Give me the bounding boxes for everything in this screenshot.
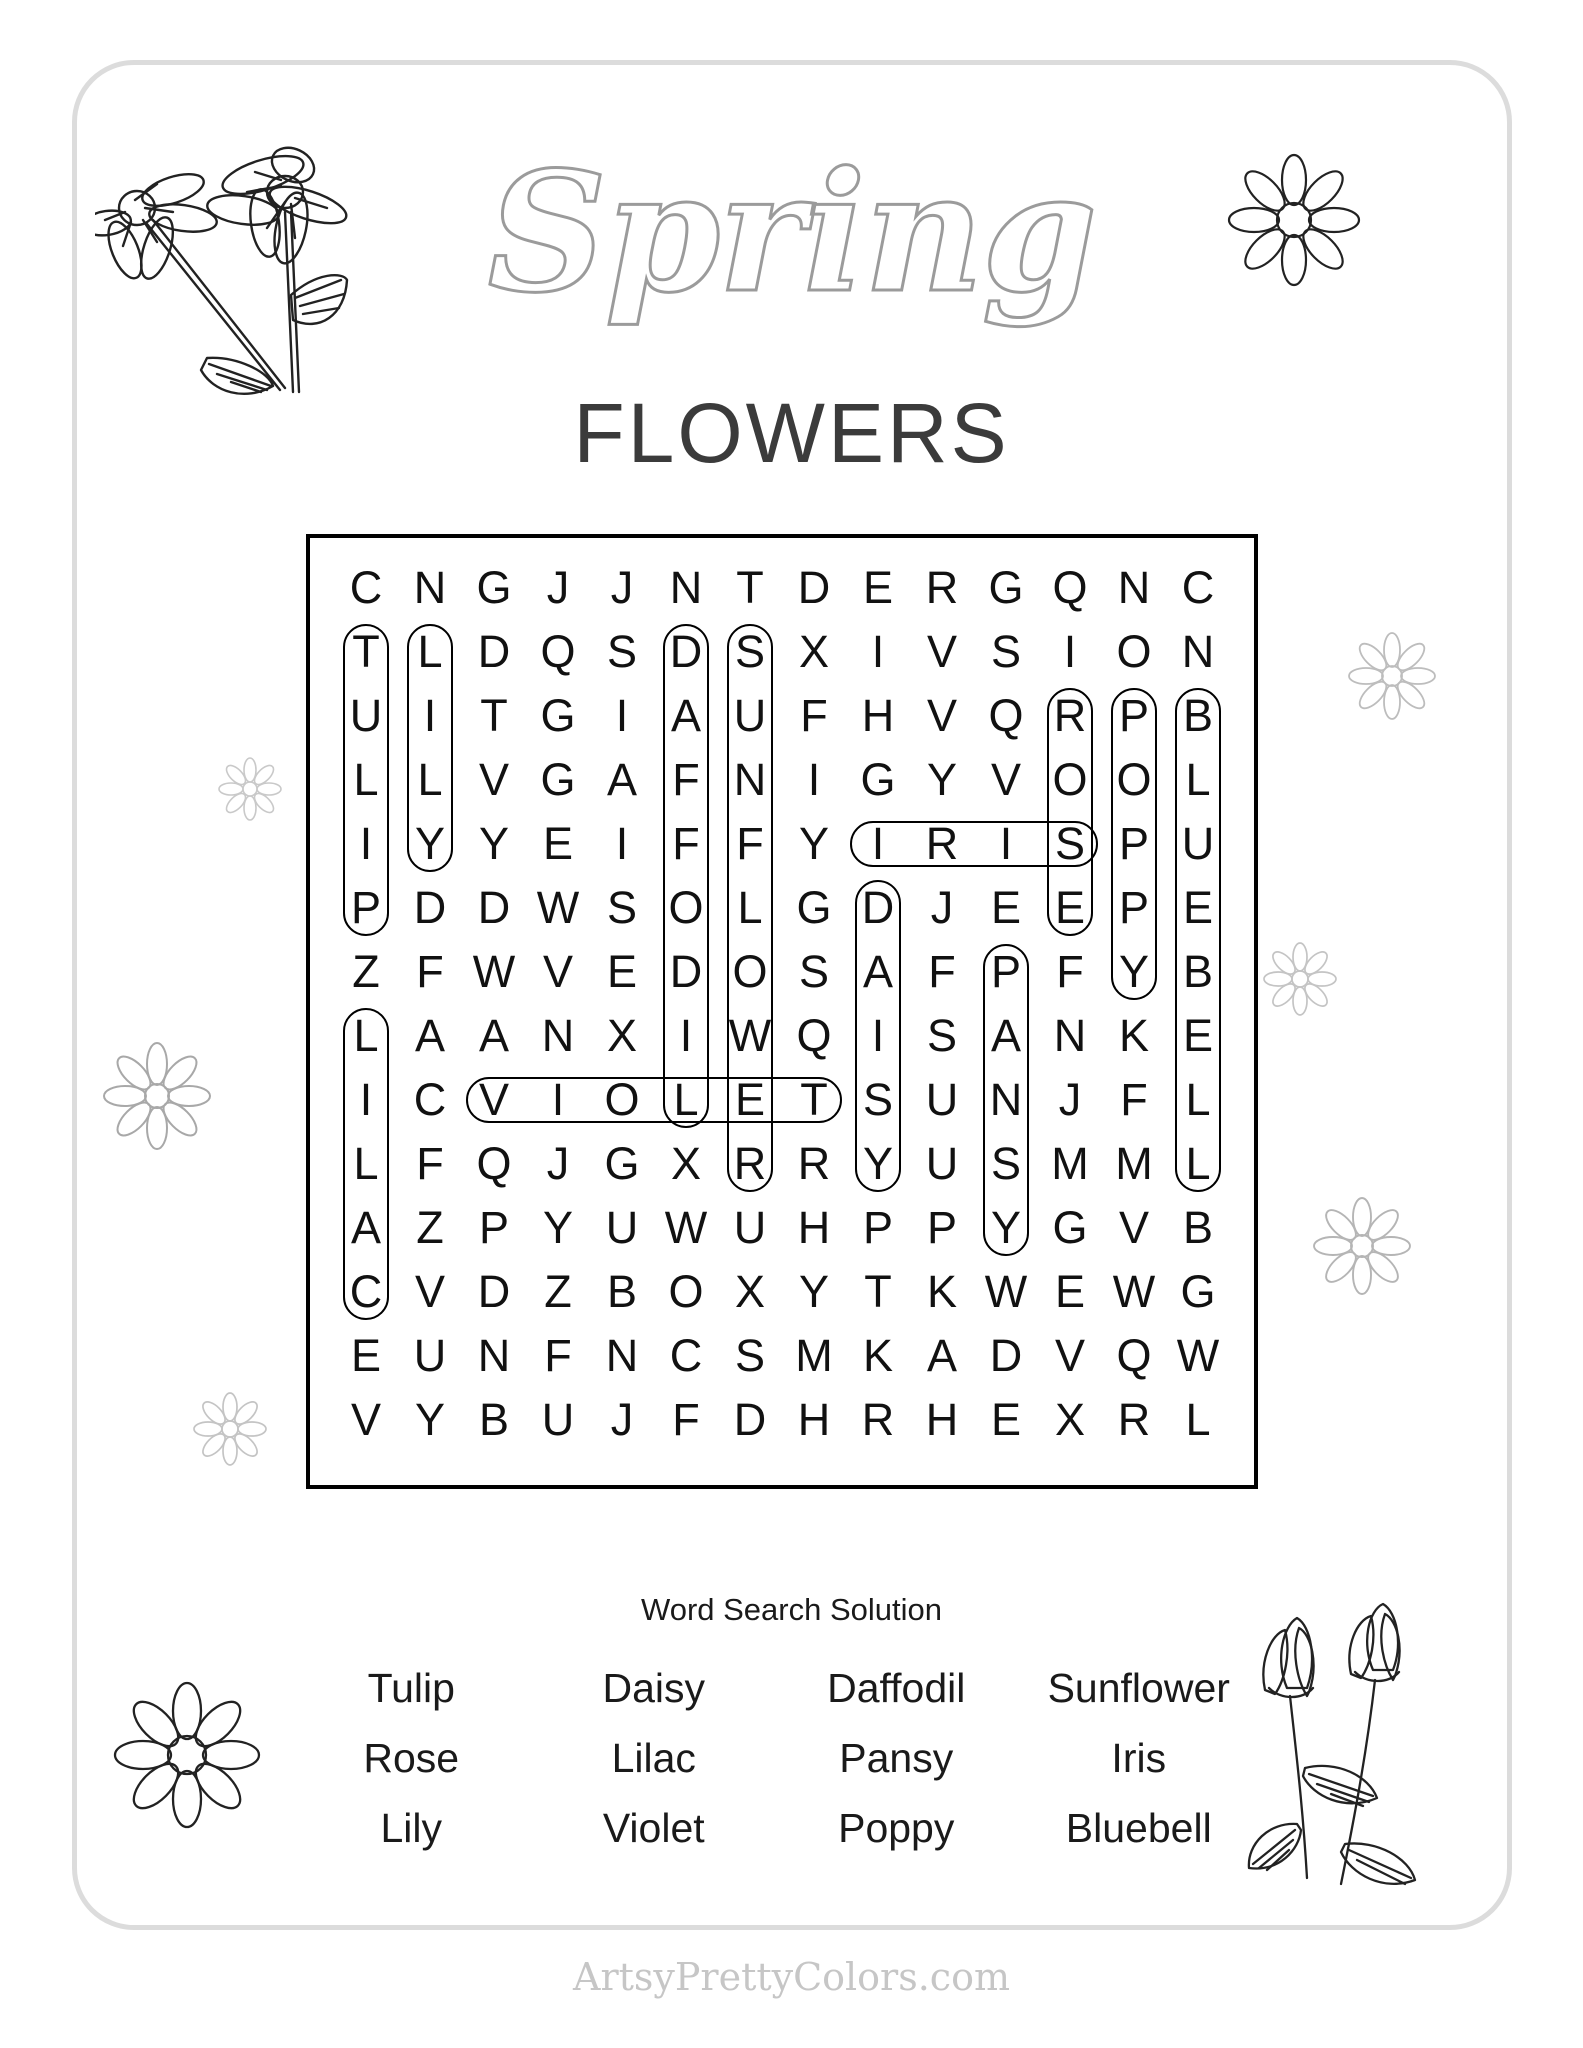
grid-cell-r5-c1: I [359, 818, 373, 869]
grid-cell-r5-c12: S [1054, 818, 1085, 869]
grid-cell-r13-c3: N [477, 1330, 511, 1381]
grid-cell-r9-c10: U [925, 1074, 959, 1125]
grid-cell-r3-c14: B [1182, 690, 1213, 741]
word-list-item-iris: Iris [1111, 1735, 1167, 1781]
word-list-item-rose: Rose [363, 1735, 460, 1781]
grid-cell-r13-c14: W [1176, 1330, 1220, 1381]
grid-cell-r6-c10: J [930, 882, 954, 933]
grid-cell-r6-c12: E [1054, 882, 1085, 933]
grid-cell-r6-c7: L [737, 882, 763, 933]
grid-cell-r5-c13: P [1118, 818, 1149, 869]
small-daisy-left-lower [190, 1390, 270, 1468]
grid-cell-r12-c2: V [414, 1266, 445, 1317]
grid-cell-r8-c3: A [478, 1010, 509, 1061]
grid-cell-r6-c2: D [413, 882, 447, 933]
grid-cell-r8-c9: I [871, 1010, 885, 1061]
grid-cell-r14-c14: L [1185, 1394, 1211, 1445]
grid-cell-r14-c7: D [733, 1394, 767, 1445]
grid-cell-r5-c10: R [925, 818, 959, 869]
grid-cell-r1-c12: Q [1052, 562, 1088, 613]
grid-cell-r11-c7: U [733, 1202, 767, 1253]
grid-cell-r9-c11: N [989, 1074, 1023, 1125]
grid-cell-r12-c1: C [349, 1266, 383, 1317]
word-search-grid [310, 538, 1254, 1485]
grid-cell-r13-c9: K [862, 1330, 893, 1381]
grid-cell-r12-c10: K [926, 1266, 957, 1317]
grid-cell-r7-c9: A [862, 946, 893, 997]
grid-cell-r7-c7: O [732, 946, 768, 997]
grid-cell-r7-c13: Y [1118, 946, 1149, 997]
grid-cell-r4-c14: L [1185, 754, 1211, 805]
grid-cell-r2-c5: S [606, 626, 637, 677]
grid-cell-r2-c8: X [798, 626, 829, 677]
grid-cell-r4-c7: N [733, 754, 767, 805]
grid-cell-r7-c14: B [1182, 946, 1213, 997]
grid-cell-r7-c11: P [990, 946, 1021, 997]
grid-cell-r13-c4: F [544, 1330, 572, 1381]
grid-cell-r14-c6: F [672, 1394, 700, 1445]
word-list-item-pansy: Pansy [839, 1735, 954, 1781]
grid-cell-r3-c10: V [926, 690, 957, 741]
grid-cell-r4-c11: V [990, 754, 1021, 805]
grid-cell-r8-c5: X [606, 1010, 637, 1061]
grid-cell-r10-c9: Y [862, 1138, 893, 1189]
grid-cell-r6-c6: O [668, 882, 704, 933]
grid-cell-r8-c11: A [990, 1010, 1021, 1061]
grid-cell-r9-c14: L [1185, 1074, 1211, 1125]
grid-cell-r8-c6: I [679, 1010, 693, 1061]
grid-cell-r8-c1: L [353, 1010, 379, 1061]
word-search-grid-frame [306, 534, 1258, 1489]
grid-cell-r9-c5: O [604, 1074, 640, 1125]
small-daisy-right-lower [1310, 1195, 1415, 1297]
grid-cell-r10-c13: M [1115, 1138, 1153, 1189]
grid-cell-r3-c8: F [800, 690, 828, 741]
word-list-item-sunflower: Sunflower [1047, 1665, 1230, 1711]
grid-cell-r3-c12: R [1053, 690, 1087, 741]
grid-cell-r11-c3: P [478, 1202, 509, 1253]
grid-cell-r6-c9: D [861, 882, 895, 933]
grid-cell-r3-c4: G [540, 690, 576, 741]
grid-cell-r10-c4: J [546, 1138, 570, 1189]
grid-cell-r14-c12: X [1054, 1394, 1085, 1445]
grid-cell-r10-c11: S [990, 1138, 1021, 1189]
grid-cell-r1-c13: N [1117, 562, 1151, 613]
grid-cell-r6-c4: W [536, 882, 580, 933]
tulip-bouquet-bottom-right [1245, 1600, 1460, 1900]
grid-cell-r6-c14: E [1182, 882, 1213, 933]
grid-cell-r7-c2: F [416, 946, 444, 997]
word-list-row [290, 1735, 1260, 1782]
grid-cell-r9-c1: I [359, 1074, 373, 1125]
grid-cell-r14-c1: V [350, 1394, 381, 1445]
grid-cell-r14-c5: J [610, 1394, 634, 1445]
grid-cell-r2-c2: L [417, 626, 443, 677]
grid-cell-r9-c6: L [673, 1074, 699, 1125]
grid-cell-r1-c11: G [988, 562, 1024, 613]
grid-cell-r11-c13: V [1118, 1202, 1149, 1253]
grid-cell-r6-c3: D [477, 882, 511, 933]
grid-cell-r1-c2: N [413, 562, 447, 613]
grid-cell-r10-c14: L [1185, 1138, 1211, 1189]
grid-cell-r5-c2: Y [414, 818, 445, 869]
grid-cell-r9-c12: J [1058, 1074, 1082, 1125]
grid-cell-r9-c7: E [734, 1074, 765, 1125]
grid-cell-r12-c14: G [1180, 1266, 1216, 1317]
grid-cell-r2-c9: I [871, 626, 885, 677]
grid-cell-r2-c12: I [1063, 626, 1077, 677]
grid-cell-r3-c6: A [670, 690, 701, 741]
word-list-item-lilac: Lilac [611, 1735, 696, 1781]
grid-cell-r5-c14: U [1181, 818, 1215, 869]
page-title-script: Spring [487, 135, 1096, 329]
word-list-item-poppy: Poppy [838, 1805, 955, 1851]
grid-cell-r11-c1: A [350, 1202, 381, 1253]
grid-cell-r7-c6: D [669, 946, 703, 997]
grid-cell-r9-c2: C [413, 1074, 447, 1125]
grid-cell-r1-c5: J [610, 562, 634, 613]
grid-cell-r4-c6: F [672, 754, 700, 805]
grid-cell-r5-c8: Y [798, 818, 829, 869]
grid-cell-r5-c5: I [615, 818, 629, 869]
grid-cell-r10-c3: Q [476, 1138, 512, 1189]
grid-cell-r3-c7: U [733, 690, 767, 741]
grid-cell-r13-c13: Q [1116, 1330, 1152, 1381]
grid-cell-r2-c13: O [1116, 626, 1152, 677]
grid-cell-r4-c4: G [540, 754, 576, 805]
grid-cell-r14-c2: Y [414, 1394, 445, 1445]
grid-cell-r8-c7: W [728, 1010, 772, 1061]
grid-cell-r14-c11: E [990, 1394, 1021, 1445]
grid-cell-r12-c7: X [734, 1266, 765, 1317]
grid-cell-r6-c5: S [606, 882, 637, 933]
daisy-bottom-left [110, 1680, 265, 1830]
grid-cell-r7-c3: W [472, 946, 516, 997]
grid-cell-r11-c14: B [1182, 1202, 1213, 1253]
grid-cell-r11-c10: P [926, 1202, 957, 1253]
grid-cell-r1-c4: J [546, 562, 570, 613]
grid-cell-r3-c1: U [349, 690, 383, 741]
grid-cell-r14-c3: B [478, 1394, 509, 1445]
grid-cell-r1-c9: E [862, 562, 893, 613]
grid-cell-r3-c13: P [1118, 690, 1149, 741]
grid-cell-r9-c4: I [551, 1074, 565, 1125]
grid-cell-r13-c11: D [989, 1330, 1023, 1381]
grid-cell-r12-c6: O [668, 1266, 704, 1317]
grid-cell-r13-c10: A [926, 1330, 957, 1381]
small-daisy-left-mid [100, 1040, 215, 1152]
grid-cell-r12-c12: E [1054, 1266, 1085, 1317]
grid-cell-r11-c2: Z [416, 1202, 444, 1253]
grid-cell-r12-c9: T [864, 1266, 892, 1317]
grid-cell-r10-c5: G [604, 1138, 640, 1189]
grid-cell-r4-c10: Y [926, 754, 957, 805]
word-list-row [290, 1665, 1260, 1712]
grid-cell-r8-c12: N [1053, 1010, 1087, 1061]
grid-cell-r13-c7: S [734, 1330, 765, 1381]
grid-cell-r10-c8: R [797, 1138, 831, 1189]
grid-cell-r4-c8: I [807, 754, 821, 805]
grid-cell-r3-c11: Q [988, 690, 1024, 741]
grid-cell-r4-c13: O [1116, 754, 1152, 805]
grid-cell-r11-c8: H [797, 1202, 831, 1253]
grid-cell-r13-c12: V [1054, 1330, 1085, 1381]
grid-cell-r1-c14: C [1181, 562, 1215, 613]
grid-cell-r11-c11: Y [990, 1202, 1021, 1253]
grid-cell-r6-c13: P [1118, 882, 1149, 933]
grid-cell-r13-c2: U [413, 1330, 447, 1381]
word-list-item-lily: Lily [380, 1805, 443, 1851]
grid-cell-r3-c3: T [480, 690, 508, 741]
grid-cell-r10-c7: R [733, 1138, 767, 1189]
grid-cell-r9-c13: F [1120, 1074, 1148, 1125]
word-list-item-violet: Violet [602, 1805, 705, 1851]
grid-cell-r8-c14: E [1182, 1010, 1213, 1061]
grid-cell-r10-c10: U [925, 1138, 959, 1189]
word-list [290, 1665, 1260, 1875]
daisy-top-right [1222, 150, 1367, 290]
grid-cell-r6-c11: E [990, 882, 1021, 933]
small-daisy-right-mid [1260, 940, 1340, 1018]
grid-cell-r8-c2: A [414, 1010, 445, 1061]
grid-cell-r3-c2: I [423, 690, 437, 741]
grid-cell-r9-c9: S [862, 1074, 893, 1125]
grid-cell-r5-c11: I [999, 818, 1013, 869]
footer-watermark: ArtsyPrettyColors.com [573, 1955, 1010, 1999]
grid-cell-r7-c10: F [928, 946, 956, 997]
grid-cell-r1-c3: G [476, 562, 512, 613]
grid-cell-r8-c8: Q [796, 1010, 832, 1061]
grid-cell-r12-c11: W [984, 1266, 1028, 1317]
page-title-sub: FLOWERS [573, 386, 1010, 480]
grid-cell-r5-c7: F [736, 818, 764, 869]
grid-cell-r2-c1: T [352, 626, 380, 677]
grid-cell-r4-c3: V [478, 754, 509, 805]
grid-cell-r3-c5: I [615, 690, 629, 741]
grid-cell-r1-c10: R [925, 562, 959, 613]
grid-cell-r12-c5: B [606, 1266, 637, 1317]
grid-cell-r14-c4: U [541, 1394, 575, 1445]
word-list-item-tulip: Tulip [367, 1665, 455, 1711]
grid-cell-r10-c12: M [1051, 1138, 1089, 1189]
grid-cell-r2-c3: D [477, 626, 511, 677]
grid-cell-r5-c3: Y [478, 818, 509, 869]
word-list-row [290, 1805, 1260, 1852]
grid-cell-r5-c9: I [871, 818, 885, 869]
grid-cell-r11-c4: Y [542, 1202, 573, 1253]
grid-cell-r13-c6: C [669, 1330, 703, 1381]
grid-cell-r1-c1: C [349, 562, 383, 613]
grid-cell-r4-c2: L [417, 754, 443, 805]
grid-cell-r11-c9: P [862, 1202, 893, 1253]
grid-cell-r2-c6: D [669, 626, 703, 677]
grid-cell-r8-c4: N [541, 1010, 575, 1061]
grid-cell-r7-c1: Z [352, 946, 380, 997]
word-list-item-bluebell: Bluebell [1065, 1805, 1212, 1851]
grid-cell-r9-c3: V [478, 1074, 509, 1125]
grid-cell-r13-c1: E [350, 1330, 381, 1381]
grid-cell-r8-c10: S [926, 1010, 957, 1061]
grid-cell-r2-c14: N [1181, 626, 1215, 677]
grid-cell-r11-c12: G [1052, 1202, 1088, 1253]
grid-cell-r10-c6: X [670, 1138, 701, 1189]
grid-cell-r7-c4: V [542, 946, 573, 997]
grid-cell-r14-c10: H [925, 1394, 959, 1445]
grid-cell-r7-c8: S [798, 946, 829, 997]
grid-cell-r9-c8: T [800, 1074, 828, 1125]
grid-cell-r14-c8: H [797, 1394, 831, 1445]
grid-cell-r1-c7: T [736, 562, 764, 613]
grid-cell-r3-c9: H [861, 690, 895, 741]
grid-cell-r12-c13: W [1112, 1266, 1156, 1317]
grid-cell-r6-c8: G [796, 882, 832, 933]
grid-cell-r5-c6: F [672, 818, 700, 869]
grid-cell-r4-c9: G [860, 754, 896, 805]
grid-cell-r2-c7: S [734, 626, 765, 677]
grid-cell-r4-c1: L [353, 754, 379, 805]
grid-cell-r6-c1: P [350, 882, 381, 933]
solution-caption: Word Search Solution [641, 1592, 942, 1627]
grid-cell-r14-c9: R [861, 1394, 895, 1445]
grid-cell-r10-c2: F [416, 1138, 444, 1189]
grid-cell-r7-c12: F [1056, 946, 1084, 997]
word-list-item-daisy: Daisy [602, 1665, 706, 1711]
grid-cell-r8-c13: K [1118, 1010, 1149, 1061]
grid-cell-r12-c4: Z [544, 1266, 572, 1317]
grid-cell-r4-c5: A [606, 754, 637, 805]
grid-cell-r11-c5: U [605, 1202, 639, 1253]
grid-cell-r2-c10: V [926, 626, 957, 677]
grid-cell-r5-c4: E [542, 818, 573, 869]
grid-cell-r10-c1: L [353, 1138, 379, 1189]
word-list-item-daffodil: Daffodil [827, 1665, 966, 1711]
small-daisy-left-upper [215, 755, 285, 823]
grid-cell-r1-c6: N [669, 562, 703, 613]
grid-cell-r13-c5: N [605, 1330, 639, 1381]
grid-cell-r11-c6: W [664, 1202, 708, 1253]
grid-cell-r12-c3: D [477, 1266, 511, 1317]
grid-cell-r14-c13: R [1117, 1394, 1151, 1445]
grid-cell-r13-c8: M [795, 1330, 833, 1381]
daisy-bouquet-top-left [95, 120, 355, 410]
grid-cell-r1-c8: D [797, 562, 831, 613]
grid-cell-r2-c11: S [990, 626, 1021, 677]
small-daisy-right-upper [1345, 630, 1440, 722]
grid-cell-r12-c8: Y [798, 1266, 829, 1317]
grid-cell-r2-c4: Q [540, 626, 576, 677]
grid-cell-r4-c12: O [1052, 754, 1088, 805]
grid-cell-r7-c5: E [606, 946, 637, 997]
